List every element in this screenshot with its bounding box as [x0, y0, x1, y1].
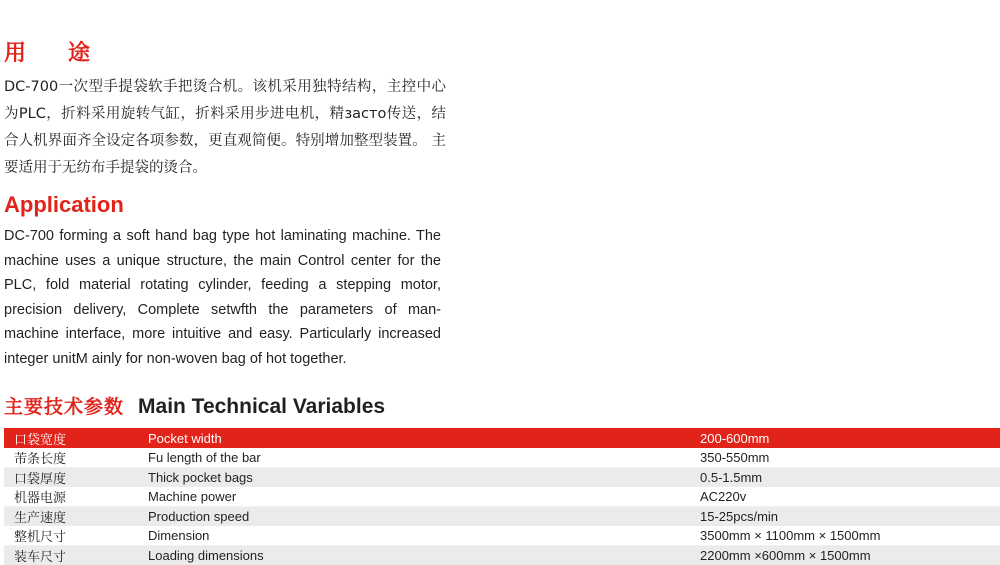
spec-label-en: Fu length of the bar — [138, 448, 690, 468]
table-row — [4, 526, 1000, 546]
spec-value: 350-550mm — [690, 448, 1000, 468]
spec-label-en: Machine power — [138, 487, 690, 507]
specs-heading — [4, 392, 385, 419]
specifications-table — [4, 428, 1000, 565]
table-row — [4, 428, 1000, 448]
spec-label-cn: 装车尺寸 — [4, 546, 138, 565]
table-row — [4, 546, 1000, 565]
table-row — [4, 468, 1000, 488]
table-row — [4, 507, 1000, 527]
spec-label-en: Production speed — [138, 507, 690, 527]
spec-value: AC220v — [690, 487, 1000, 507]
spec-label-cn: 机器电源 — [4, 487, 138, 507]
table-row — [4, 448, 1000, 468]
spec-value: 15-25pcs/min — [690, 507, 1000, 527]
spec-label-cn: 生产速度 — [4, 507, 138, 527]
specs-heading-en: Main Technical Variables — [138, 395, 385, 418]
application-heading-en: Application — [4, 192, 124, 218]
spec-value: 3500mm × 1100mm × 1500mm — [690, 526, 1000, 546]
spec-label-cn: 整机尺寸 — [4, 526, 138, 546]
spec-label-en: Thick pocket bags — [138, 468, 690, 488]
spec-value: 200-600mm — [690, 428, 1000, 448]
usage-paragraph-cn: DC-700一次型手提袋软手把烫合机。该机采用独特结构，主控中心为PLC，折料采用旋转气缸，折料采用步进电机，精засто传送，结合人机界面齐全设定各项参数，更直观简便。特别增加整型装置。 主要适用于无纺布手提袋的烫合。 — [4, 74, 446, 182]
spec-label-en: Pocket width — [138, 428, 690, 448]
spec-value: 0.5-1.5mm — [690, 468, 1000, 488]
spec-value: 2200mm ×600mm × 1500mm — [690, 546, 1000, 565]
spec-label-cn: 芾条长度 — [4, 448, 138, 468]
spec-label-cn: 口袋宽度 — [4, 428, 138, 448]
usage-heading-cn: 用 途 — [4, 36, 100, 67]
spec-label-cn: 口袋厚度 — [4, 468, 138, 488]
specs-heading-cn: 主要技术参数 — [4, 396, 124, 418]
table-row — [4, 487, 1000, 507]
spec-label-en: Dimension — [138, 526, 690, 546]
application-paragraph-en: DC-700 forming a soft hand bag type hot laminating machine. The machine uses a unique structure, the main Control center for the PLC, fold material rotating cylinder, feeding a stepping motor, precision delivery, Complete setwfth the parameters of man-machine interface, more intuitive and easy. Particularly increased integer unitM ainly for non-woven bag of hot together. — [4, 224, 441, 371]
spec-label-en: Loading dimensions — [138, 546, 690, 565]
